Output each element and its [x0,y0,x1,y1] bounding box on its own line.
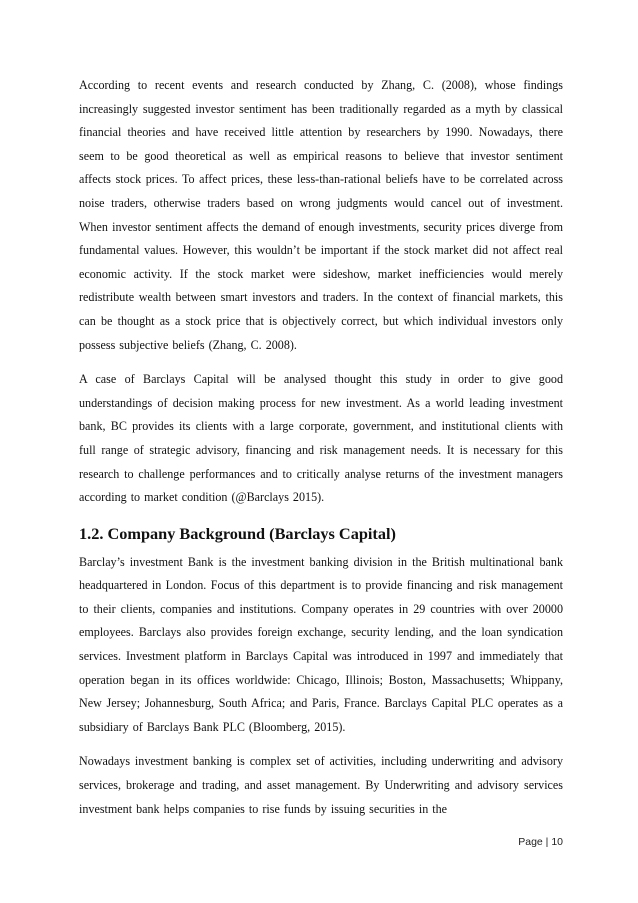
page-content [79,74,563,832]
paragraph-investor-sentiment: According to recent events and research conducted by Zhang, C. (2008), whose findings increasingly suggested investor sentiment has been traditionally regarded as a myth by classical financial theories and have received little attention by researchers by 1990. Nowadays, there seem to be good theoretical as well as empirical reasons to believe that investor sentiment affects stock prices. To affect prices, these less-than-rational beliefs have to be correlated across noise traders, otherwise traders based on wrong judgments would cancel out of investment. When investor sentiment affects the demand of enough investments, security prices diverge from fundamental values. However, this wouldn’t be important if the stock market did not affect real economic activity. If the stock market were sideshow, market inefficiencies would merely redistribute wealth between smart investors and traders. In the context of financial markets, this can be thought as a stock price that is objectively correct, but which individual investors only possess subjective beliefs (Zhang, C. 2008). [79,78,563,352]
paragraph-investment-banking: Nowadays investment banking is complex set of activities, including underwriting and advisory services, brokerage and trading, and asset management. By Underwriting and advisory services investment bank helps companies to rise funds by issuing securities in the [79,754,563,816]
page-number-footer: Page | 10 [518,836,563,848]
paragraph-company-background: Barclay’s investment Bank is the investment banking division in the British multinational bank headquartered in London. Focus of this department is to provide financing and risk management to their clients, companies and institutions. Company operates in 29 countries with over 20000 employees. Barclays also provides foreign exchange, security lending, and the loan syndication services. Investment platform in Barclays Capital was introduced in 1997 and immediately that operation began in its offices worldwide: Chicago, Illinois; Boston, Massachusetts; Whippany, New Jersey; Johannesburg, South Africa; and Paris, France. Barclays Capital PLC operates as a subsidiary of Barclays Bank PLC (Bloomberg, 2015). [79,554,563,734]
paragraph-barclays-case: A case of Barclays Capital will be analysed thought this study in order to give good understandings of decision making process for new investment. As a world leading investment bank, BC provides its clients with a large corporate, government, and institutional clients with full range of strategic advisory, financing and risk management needs. It is necessary for this research to challenge performances and to critically analyse returns of the investment managers according to market condition (@Barclays 2015). [79,372,563,505]
section-heading-company-background: 1.2. Company Background (Barclays Capital) [79,523,396,543]
